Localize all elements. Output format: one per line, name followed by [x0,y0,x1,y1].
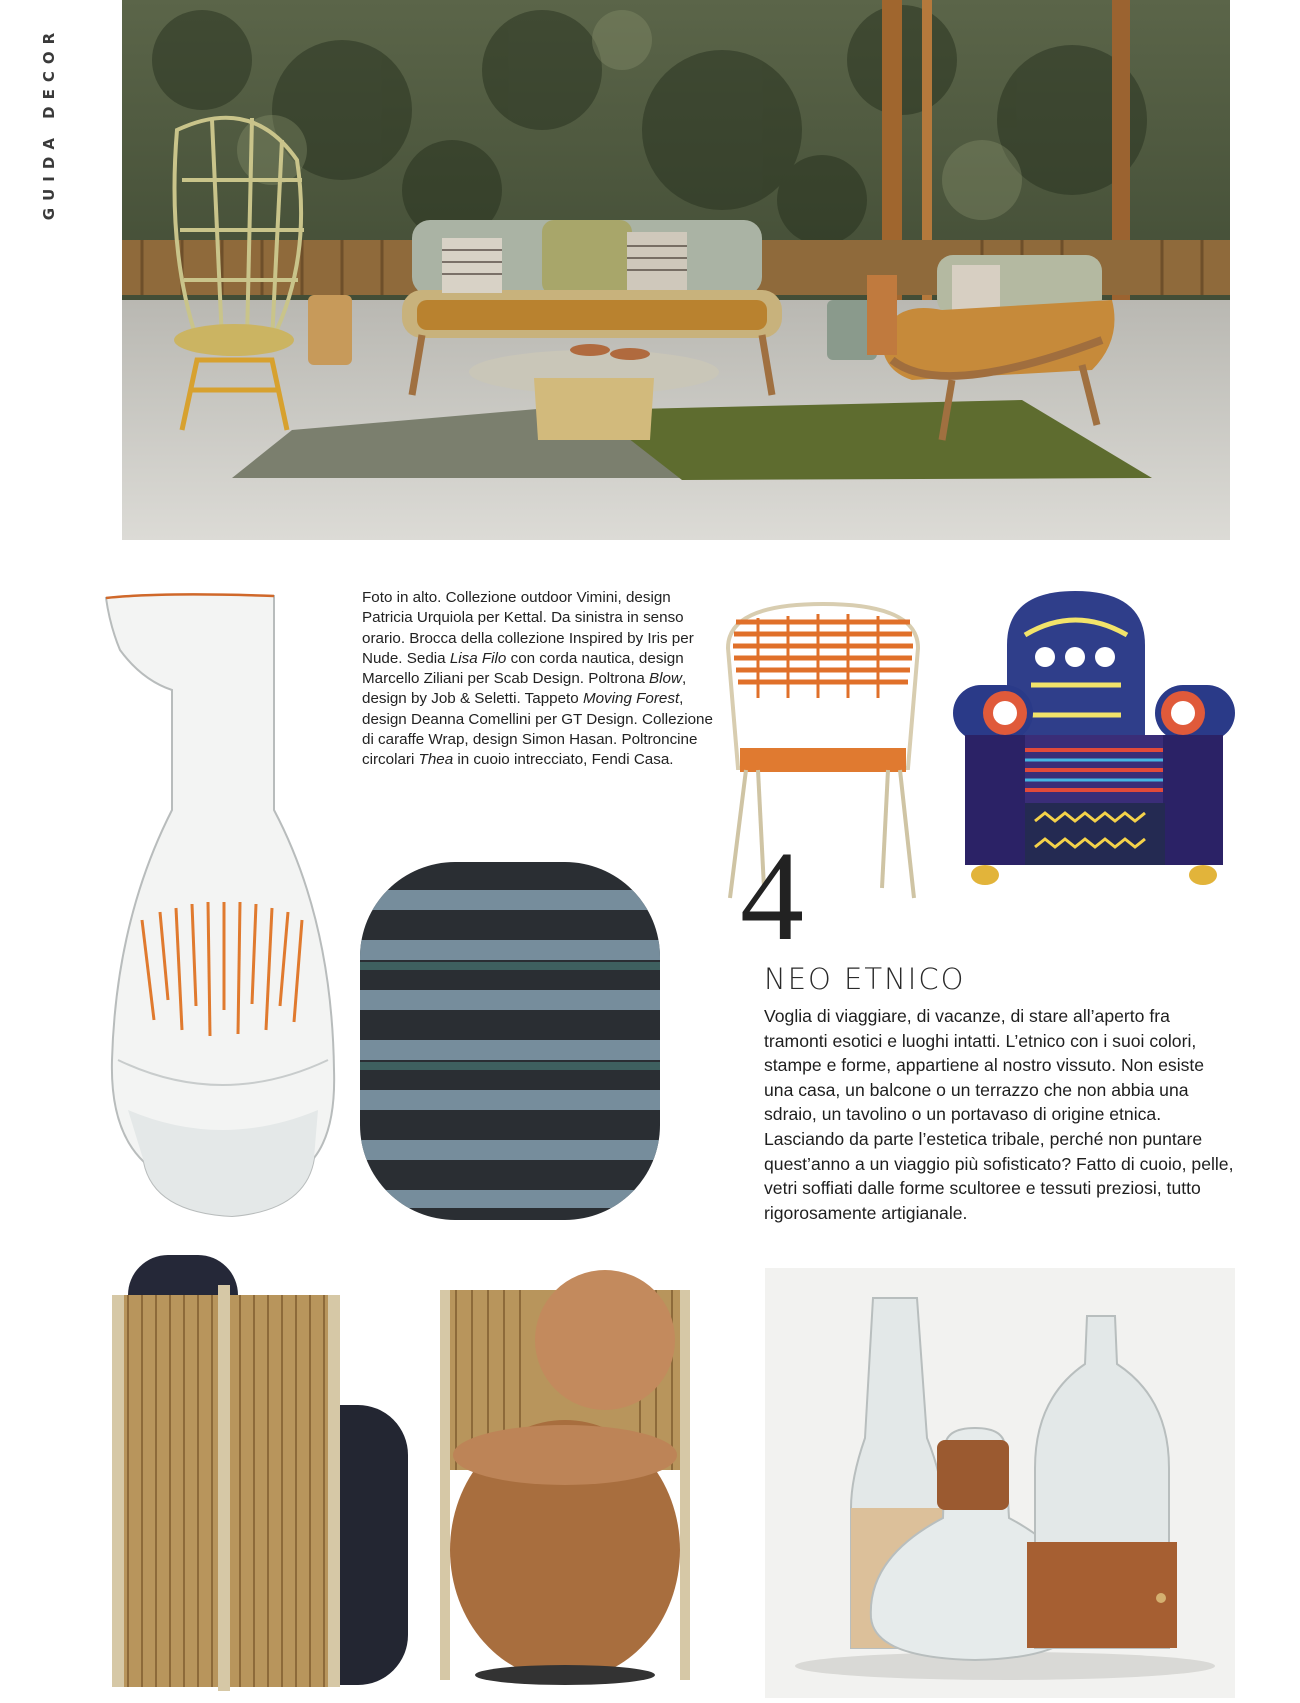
hero-photo-outdoor-collection [122,0,1230,540]
section-label: GUIDA DECOR [40,25,58,221]
glass-carafe-photo [102,590,342,1230]
wrap-carafes-photo [765,1268,1235,1698]
section-number: 4 [740,825,804,967]
moving-forest-rug-photo [360,862,660,1220]
section-heading: NEO ETNICO [764,962,966,996]
blow-armchair-photo [945,585,1243,907]
body-text: Voglia di viaggiare, di vacanze, di stare all’aperto fra tramonti esotici e luoghi intatti. L’etnico con i suoi colori, stampe e forme, appartiene al nostro vissuto. Non esiste una casa, un balcone o un terrazzo che non abbia una sdraio, un tavolino o un portavaso di origine etnica. Lasciando da parte l’estetica tribale, perché non puntare quest’anno a un viaggio più sofisticato? Fatto di cuoio, pelle, vetri soffiati dalle forme scultoree e tessuti preziosi, tutto rigorosamente artigianale. [764,1006,1234,1223]
thea-armchair-right-photo [440,1250,700,1690]
photo-caption: Foto in alto. Collezione outdoor Vimini, design Patricia Urquiola per Kettal. Da sinistra in senso orario. Brocca della collezione Inspired by Iris per Nude. Sedia Lisa Filo con corda nautica, design Marcello Ziliani per Scab Design. Poltrona Blow, design by Job & Seletti. Tappeto Moving Forest, design Deanna Comellini per GT Design. Collezione di caraffe Wrap, design Simon Hasan. Poltroncine circolari Thea in cuoio intrecciato, Fendi Casa. [362,589,713,769]
thea-armchair-left-photo [108,1255,408,1695]
